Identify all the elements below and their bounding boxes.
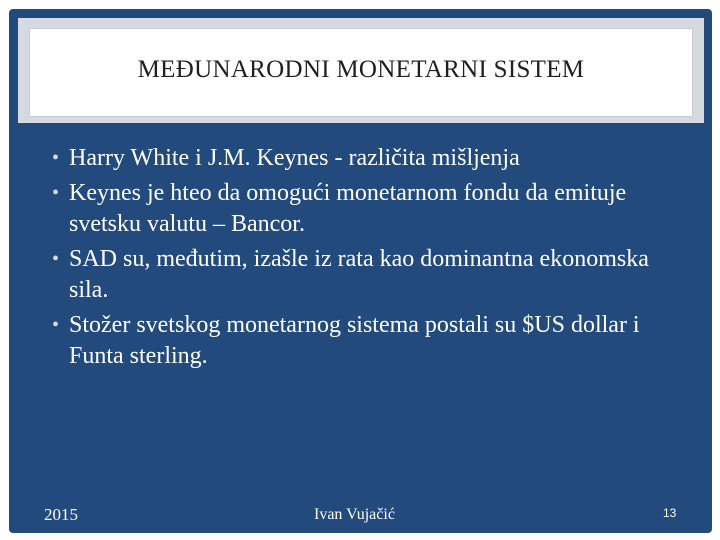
bullet-text: Keynes je hteo da omogući monetarnom fondu da emituje svetsku valutu – Bancor. (69, 180, 627, 237)
bullet-item (52, 310, 672, 372)
title-box (29, 28, 693, 117)
bullet-item (52, 143, 672, 174)
bullet-item (52, 244, 672, 306)
slide-title: MEĐUNARODNI MONETARNI SISTEM (137, 55, 585, 83)
bullet-marker-icon: • (52, 147, 60, 169)
bullet-marker-icon: • (52, 182, 60, 204)
bullet-marker-icon: • (52, 248, 60, 270)
bullet-text: SAD su, međutim, izašle iz rata kao dominantna ekonomska sila. (69, 246, 649, 303)
bullet-text: Harry White i J.M. Keynes - različita mišljenja (69, 145, 520, 171)
bullet-list (52, 143, 672, 376)
bullet-item (52, 178, 672, 240)
page-number: 13 (663, 506, 677, 520)
bullet-marker-icon: • (52, 314, 60, 336)
bullet-text: Stožer svetskog monetarnog sistema postali su $US dollar i Funta sterling. (69, 312, 640, 369)
footer-author: Ivan Vujačić (314, 506, 395, 523)
footer-year: 2015 (44, 505, 78, 524)
